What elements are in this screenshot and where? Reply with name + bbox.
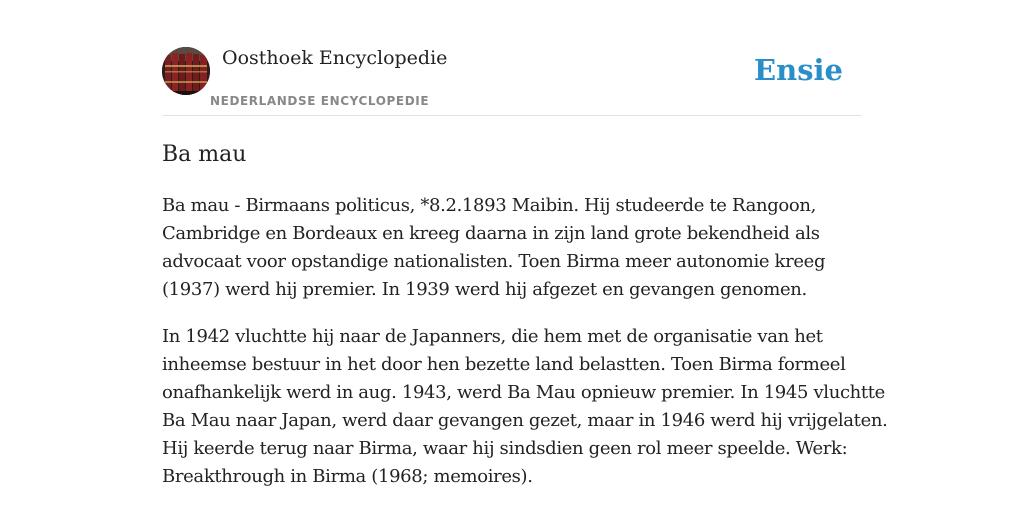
paragraph-line: advocaat voor opstandige nationalisten. Toen Birma meer autonomie kreeg — [162, 251, 826, 272]
paragraph-line: (1937) werd hij premier. In 1939 werd hij afgezet en gevangen genomen. — [162, 279, 807, 300]
paragraph-line: Cambridge en Bordeaux en kreeg daarna in zijn land grote bekendheid als — [162, 223, 820, 244]
encyclopedia-books-icon[interactable] — [162, 47, 210, 95]
paragraph — [162, 323, 888, 491]
paragraph-line: Ba mau - Birmaans politicus, *8.2.1893 Maibin. Hij studeerde te Rangoon, — [162, 195, 816, 216]
paragraph-line: Hij keerde terug naar Birma, waar hij sindsdien geen rol meer speelde. Werk: — [162, 438, 848, 459]
paragraph-line: In 1942 vluchtte hij naar de Japanners, die hem met de organisatie van het — [162, 326, 823, 347]
brand-logo-link[interactable]: Ensie — [754, 53, 843, 87]
paragraph-line: Breakthrough in Birma (1968; memoires). — [162, 466, 533, 487]
paragraph-line: Ba Mau naar Japan, werd daar gevangen gezet, maar in 1946 werd hij vrijgelaten. — [162, 410, 888, 431]
paragraph-line: onafhankelijk werd in aug. 1943, werd Ba Mau opnieuw premier. In 1945 vluchtte — [162, 382, 885, 403]
article-body — [162, 192, 888, 491]
site-header — [162, 46, 862, 116]
site-subtitle: NEDERLANDSE ENCYCLOPEDIE — [210, 94, 430, 108]
paragraph — [162, 192, 862, 304]
site-title[interactable]: Oosthoek Encyclopedie — [222, 47, 448, 69]
paragraph-spacer — [162, 304, 862, 323]
header-divider — [162, 115, 862, 116]
paragraph-line: inheemse bestuur in het door hen bezette land belastten. Toen Birma formeel — [162, 354, 846, 375]
article-title: Ba mau — [162, 142, 247, 167]
